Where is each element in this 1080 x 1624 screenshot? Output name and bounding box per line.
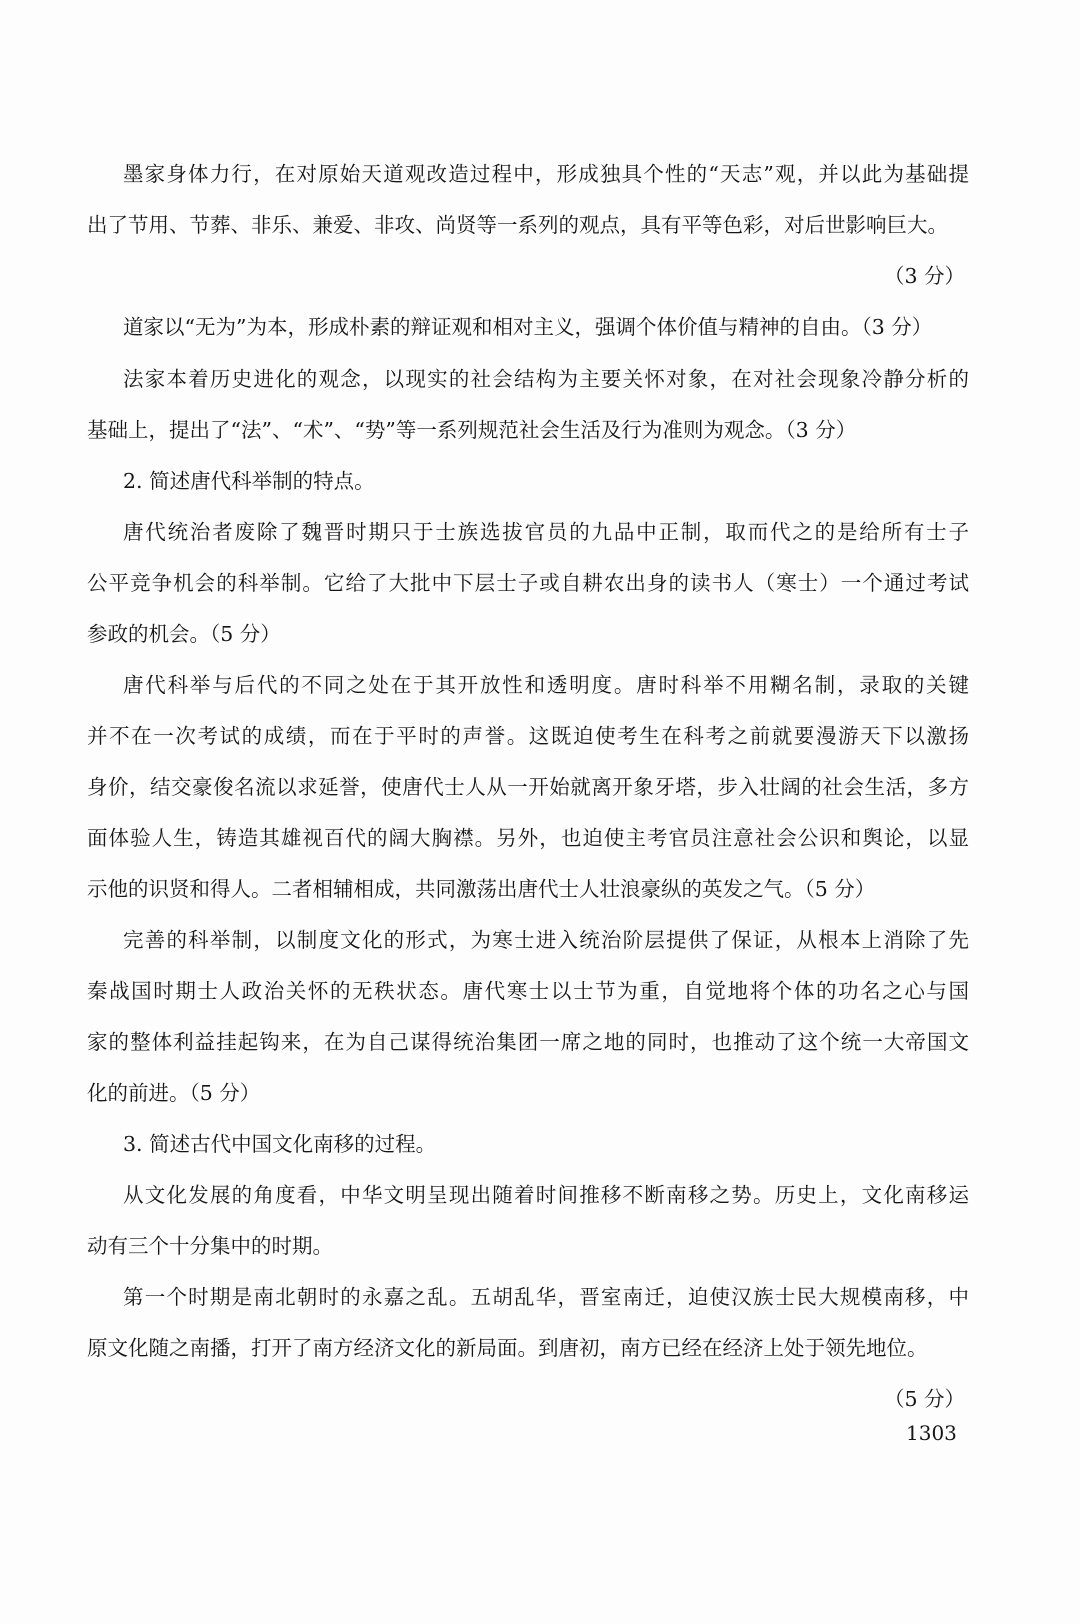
q2-p2-line-1: 唐代科举与后代的不同之处在于其开放性和透明度。唐时科举不用糊名制，录取的关键 bbox=[123, 673, 969, 697]
q2-p1-line-1: 唐代统治者废除了魏晋时期只于士族选拔官员的九品中正制，取而代之的是给所有士子 bbox=[123, 520, 969, 544]
mohist-line-1: 墨家身体力行，在对原始天道观改造过程中，形成独具个性的“天志”观，并以此为基础提 bbox=[123, 162, 969, 186]
q2-p1-line-3: 参政的机会。（5 分） bbox=[87, 622, 281, 646]
q3-p1-line-2: 动有三个十分集中的时期。 bbox=[87, 1234, 333, 1258]
q2-p3-line-2: 秦战国时期士人政治关怀的无秩状态。唐代寒士以士节为重，自觉地将个体的功名之心与国 bbox=[87, 979, 969, 1003]
q2-p3-line-3: 家的整体利益挂起钩来，在为自己谋得统治集团一席之地的同时，也推动了这个统一大帝国文 bbox=[87, 1030, 969, 1054]
q2-p1-line-2: 公平竞争机会的科举制。它给了大批中下层士子或自耕农出身的读书人（寒士）一个通过考试 bbox=[87, 571, 969, 595]
q2-p2-line-4: 面体验人生，铸造其雄视百代的阔大胸襟。另外，也迫使主考官员注意社会公识和舆论，以显 bbox=[87, 826, 969, 850]
q2-p2-line-5: 示他的识贤和得人。二者相辅相成，共同激荡出唐代士人壮浪豪纵的英发之气。（5 分） bbox=[87, 877, 876, 901]
legalist-line-1: 法家本着历史进化的观念，以现实的社会结构为主要关怀对象，在对社会现象冷静分析的 bbox=[123, 367, 969, 391]
q2-p3-line-4: 化的前进。（5 分） bbox=[87, 1081, 261, 1105]
q3-score: （5 分） bbox=[884, 1387, 966, 1411]
q3-p2-line-2: 原文化随之南播，打开了南方经济文化的新局面。到唐初，南方已经在经济上处于领先地位。 bbox=[87, 1336, 928, 1360]
q3-p1-line-1: 从文化发展的角度看，中华文明呈现出随着时间推移不断南移之势。历史上，文化南移运 bbox=[123, 1183, 969, 1207]
legalist-line-2: 基础上，提出了“法”、“术”、“势”等一系列规范社会生活及行为准则为观念。（3 分） bbox=[87, 418, 857, 442]
q2-p2-line-3: 身价，结交豪俊名流以求延誉，使唐代士人从一开始就离开象牙塔，步入壮阔的社会生活，多方 bbox=[87, 775, 969, 799]
question-3-title: 3. 简述古代中国文化南移的过程。 bbox=[123, 1132, 437, 1156]
mohist-line-2: 出了节用、节葬、非乐、兼爱、非攻、尚贤等一系列的观点，具有平等色彩，对后世影响巨大。 bbox=[87, 213, 948, 237]
q2-p3-line-1: 完善的科举制，以制度文化的形式，为寒士进入统治阶层提供了保证，从根本上消除了先 bbox=[123, 928, 969, 952]
q3-p2-line-1: 第一个时期是南北朝时的永嘉之乱。五胡乱华，晋室南迁，迫使汉族士民大规模南移，中 bbox=[123, 1285, 969, 1309]
daoist-line-1: 道家以“无为”为本，形成朴素的辩证观和相对主义，强调个体价值与精神的自由。（3 分） bbox=[123, 315, 933, 339]
mohist-score: （3 分） bbox=[884, 264, 966, 288]
page-number: 1303 bbox=[906, 1421, 957, 1445]
q2-p2-line-2: 并不在一次考试的成绩，而在于平时的声誉。这既迫使考生在科考之前就要漫游天下以激扬 bbox=[87, 724, 969, 748]
question-2-title: 2. 简述唐代科举制的特点。 bbox=[123, 469, 375, 493]
